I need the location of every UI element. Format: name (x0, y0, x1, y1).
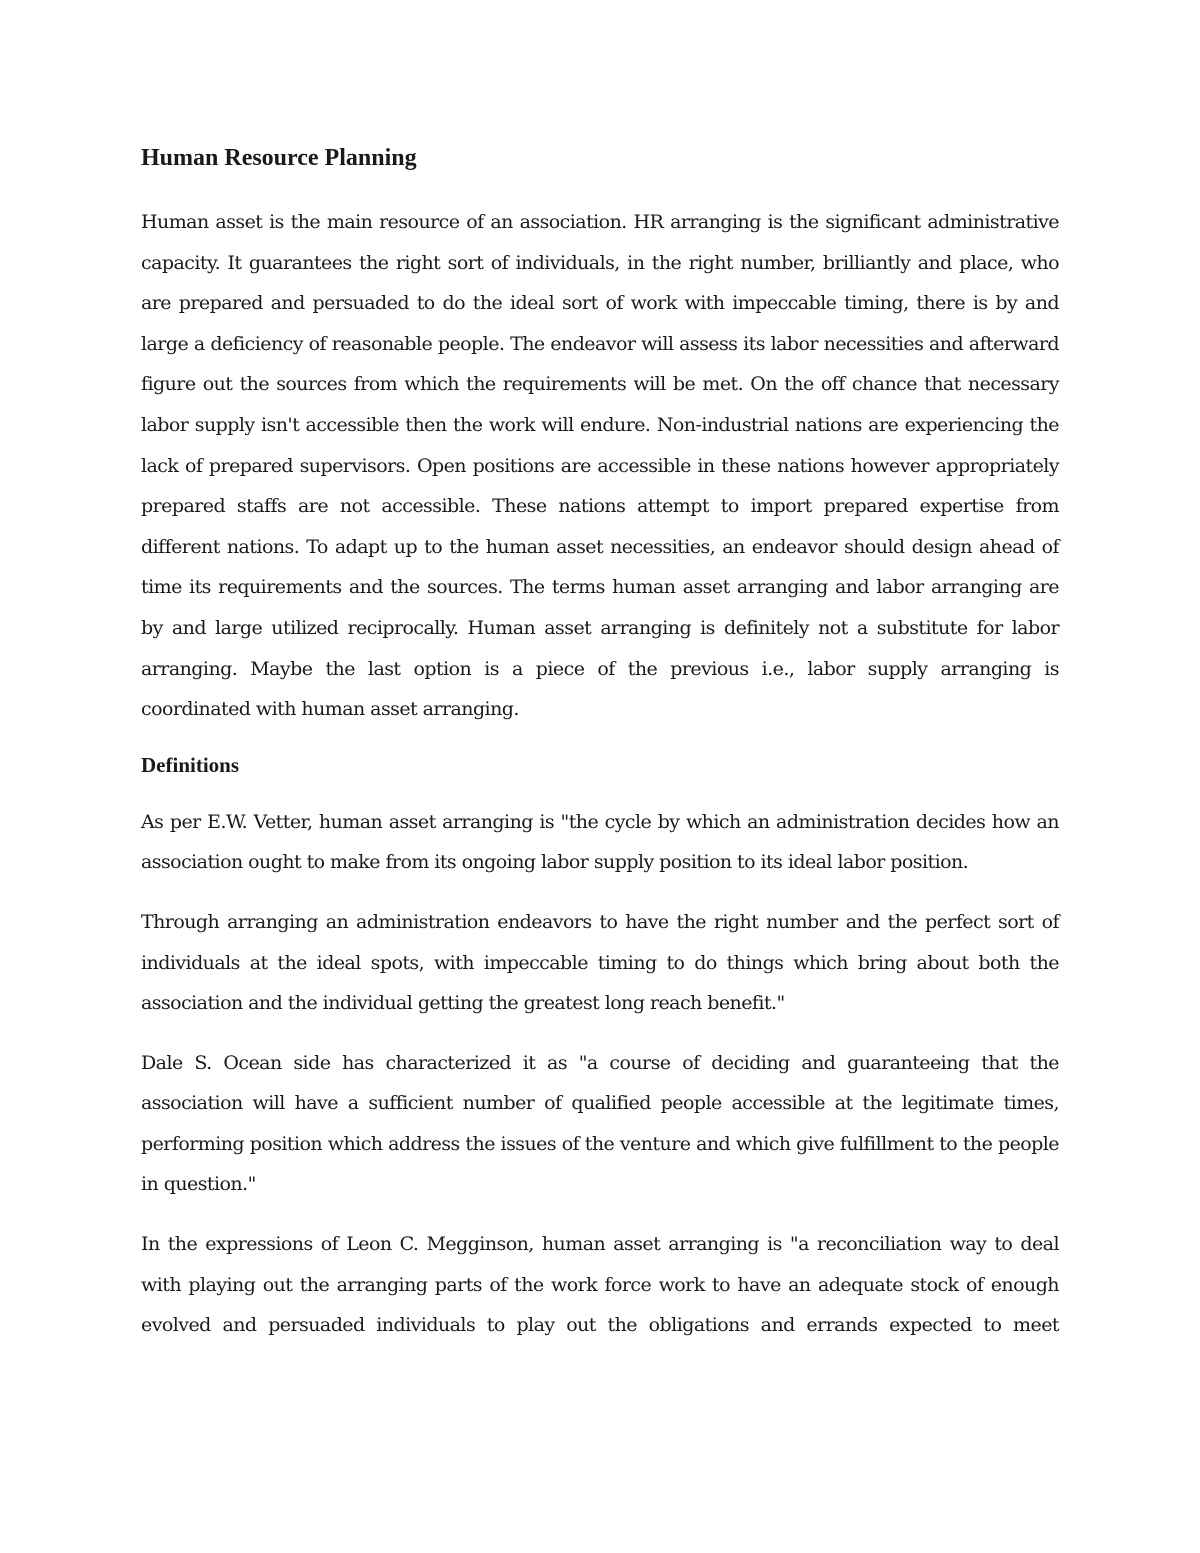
definitions-heading: Definitions (141, 752, 240, 777)
definition-beach: Dale S. Ocean side has characterized it as "a course of deciding and guaranteeing that the association will have a sufficient number of qualified people accessible at the legitimate times, performing position which address the issues of the venture and which give fulfillment to the people in question." (141, 1051, 1059, 1196)
document-body (141, 140, 1059, 1365)
intro-paragraph: Human asset is the main resource of an association. HR arranging is the significant administrative capacity. It guarantees the right sort of individuals, in the right number, brilliantly and place, who are prepared and persuaded to do the ideal sort of work with impeccable timing, there is by and large a deficiency of reasonable people. The endeavor will assess its labor necessities and afterward figure out the sources from which the requirements will be met. On the off chance that necessary labor supply isn't accessible then the work will endure. Non-industrial nations are experiencing the lack of prepared supervisors. Open positions are accessible in these nations however appropriately prepared staffs are not accessible. These nations attempt to import prepared expertise from different nations. To adapt up to the human asset necessities, an endeavor should design ahead of time its requirements and the sources. The terms human asset arranging and labor arranging are by and large utilized reciprocally. Human asset arranging is definitely not a substitute for labor arranging. Maybe the last option is a piece of the previous i.e., labor supply arranging is coordinated with human asset arranging. (141, 211, 1059, 721)
document-title: Human Resource Planning (141, 145, 417, 171)
definition-vetter-continued: Through arranging an administration endeavors to have the right number and the perfect sort of individuals at the ideal spots, with impeccable timing to do things which bring about both the association and the individual getting the greatest long reach benefit." (141, 910, 1059, 1015)
definition-megginson: In the expressions of Leon C. Megginson, human asset arranging is "a reconciliation way to deal with playing out the arranging parts of the work force work to have an adequate stock of enough evolved and persuaded individuals to play out the obligations and errands expected to meet (141, 1233, 1059, 1337)
definition-vetter: As per E.W. Vetter, human asset arranging is "the cycle by which an administration decides how an association ought to make from its ongoing labor supply position to its ideal labor position. (141, 810, 1059, 874)
